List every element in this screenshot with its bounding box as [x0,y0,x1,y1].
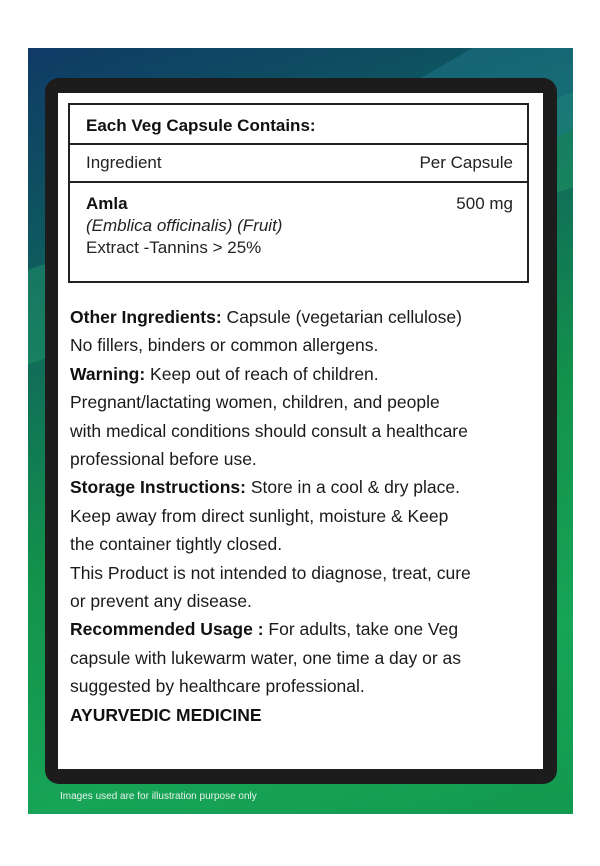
warning [70,360,535,388]
storage [70,473,535,501]
disclaimer-1: This Product is not intended to diagnose, treat, cure [70,562,471,583]
disclaimer-2: or prevent any disease. [70,591,252,612]
storage-label: Storage Instructions: [70,477,246,498]
table-title: Each Veg Capsule Contains: [70,105,527,145]
storage-text-3: the container tightly closed. [70,534,283,555]
ingredient-name: Amla [86,194,128,213]
ingredient-scientific: (Emblica officinalis) (Fruit) [86,216,283,235]
warning-text-2: Pregnant/lactating women, children, and people [70,392,440,413]
category [70,701,535,729]
warning-text: Keep out of reach of children. [145,363,379,384]
header-per-capsule: Per Capsule [419,153,513,172]
table-header [70,145,527,183]
other-text: Capsule (vegetarian cellulose) [221,307,462,327]
other-ingredients [70,303,535,331]
warning-text-4: professional before use. [70,449,257,470]
category-label: AYURVEDIC MEDICINE [70,704,262,725]
header-ingredient: Ingredient [86,153,162,172]
label-text [70,303,535,729]
label-panel [58,93,543,769]
storage-text: Store in a cool & dry place. [246,477,460,498]
composition-table [68,103,529,283]
storage-text-2: Keep away from direct sunlight, moisture & Keep [70,505,449,526]
usage-label: Recommended Usage : [70,619,264,640]
other-label: Other Ingredients: [70,307,222,327]
ingredient-amount: 500 mg [456,194,513,213]
usage-text-2: capsule with lukewarm water, one time a day or as [70,647,462,668]
ingredient-extract: Extract -Tannins > 25% [86,238,262,257]
warning-label: Warning: [70,363,146,384]
table-row [70,183,527,281]
usage-text-3: suggested by healthcare professional. [70,676,365,697]
usage-text: For adults, take one Veg [263,619,459,640]
other-text-2: No fillers, binders or common allergens. [70,335,379,356]
footnote: Images used are for illustration purpose only [60,791,257,802]
usage [70,615,535,643]
warning-text-3: with medical conditions should consult a healthcare [70,420,468,441]
